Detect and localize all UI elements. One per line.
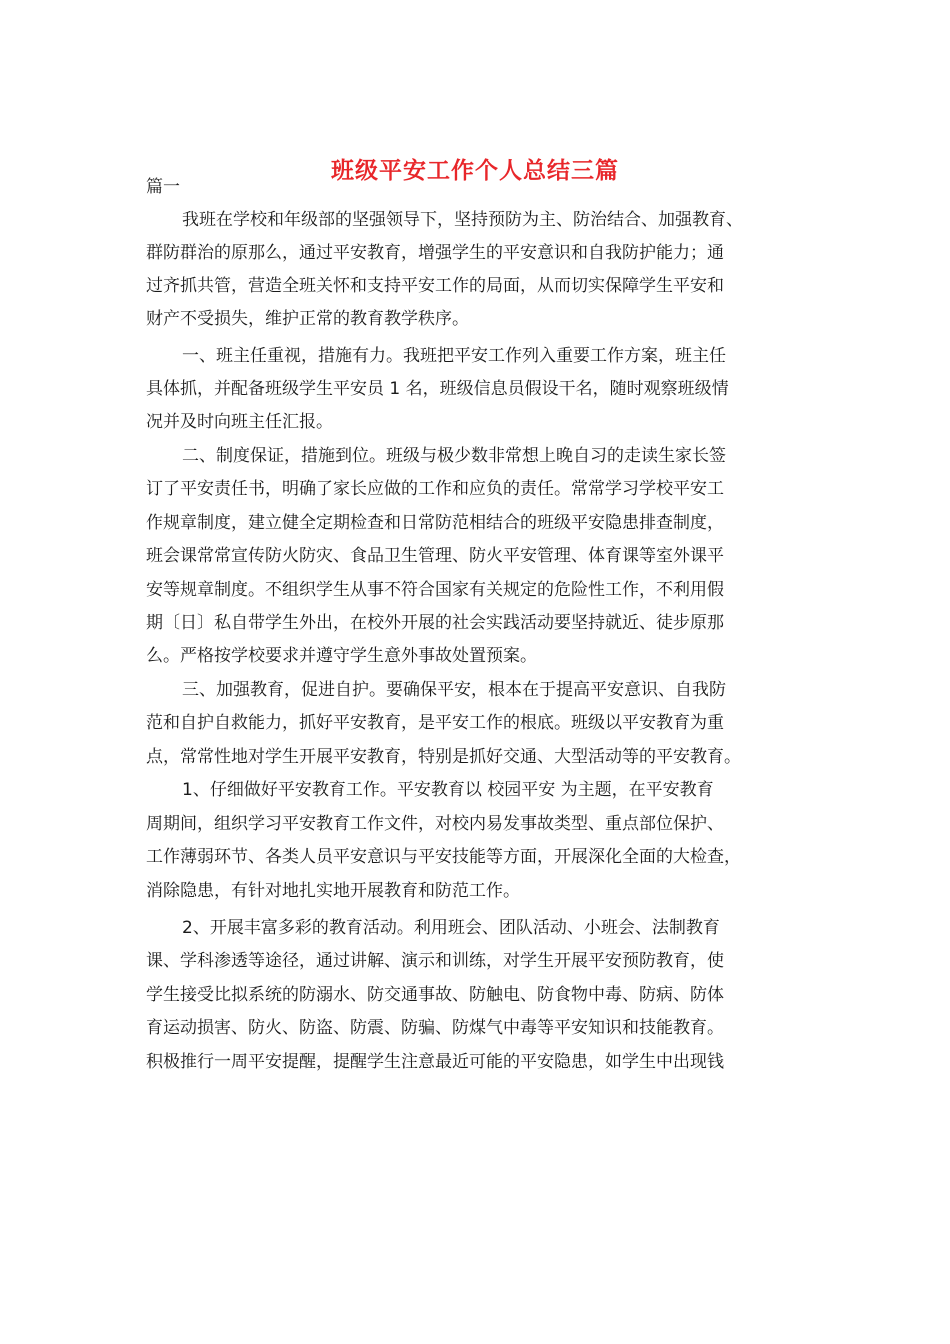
paragraph-line: 课、学科渗透等途径，通过讲解、演示和训练，对学生开展平安预防教育，使 [146, 951, 724, 971]
paragraph-line: 安等规章制度。不组织学生从事不符合国家有关规定的危险性工作，不利用假 [146, 580, 724, 600]
paragraph-line: 财产不受损失，维护正常的教育教学秩序。 [146, 309, 469, 329]
paragraph-line: 作规章制度，建立健全定期检查和日常防范相结合的班级平安隐患排查制度， [146, 513, 724, 533]
paragraph-line: 点，常常性地对学生开展平安教育，特别是抓好交通、大型活动等的平安教育。 [146, 747, 741, 767]
paragraph-line: 1、仔细做好平安教育工作。平安教育以 校园平安 为主题，在平安教育 [182, 780, 714, 800]
paragraph-line: 况并及时向班主任汇报。 [146, 412, 333, 432]
paragraph-line: 一、班主任重视，措施有力。我班把平安工作列入重要工作方案，班主任 [182, 346, 726, 366]
paragraph-line: 周期间，组织学习平安教育工作文件，对校内易发事故类型、重点部位保护、 [146, 814, 724, 834]
paragraph-line: 育运动损害、防火、防盗、防震、防骗、防煤气中毒等平安知识和技能教育。 [146, 1018, 724, 1038]
paragraph-line: 学生接受比拟系统的防溺水、防交通事故、防触电、防食物中毒、防病、防体 [146, 985, 724, 1005]
paragraph-line: 范和自护自救能力，抓好平安教育，是平安工作的根底。班级以平安教育为重 [146, 713, 724, 733]
paragraph-line: 消除隐患，有针对地扎实地开展教育和防范工作。 [146, 881, 520, 901]
paragraph-line: 期〔日〕私自带学生外出，在校外开展的社会实践活动要坚持就近、徒步原那 [146, 613, 724, 633]
paragraph-line: 么。严格按学校要求并遵守学生意外事故处置预案。 [146, 646, 537, 666]
document-title: 班级平安工作个人总结三篇 [331, 157, 619, 184]
paragraph-line: 订了平安责任书，明确了家长应做的工作和应负的责任。常常学习学校平安工 [146, 479, 724, 499]
paragraph-line: 积极推行一周平安提醒，提醒学生注意最近可能的平安隐患，如学生中出现钱 [146, 1052, 724, 1072]
paragraph-line: 群防群治的原那么，通过平安教育，增强学生的平安意识和自我防护能力；通 [146, 243, 724, 263]
paragraph-line: 二、制度保证，措施到位。班级与极少数非常想上晚自习的走读生家长签 [182, 446, 726, 466]
paragraph-line: 班会课常常宣传防火防灾、食品卫生管理、防火平安管理、体育课等室外课平 [146, 546, 724, 566]
paragraph-line: 过齐抓共管，营造全班关怀和支持平安工作的局面，从而切实保障学生平安和 [146, 276, 724, 296]
paragraph-line: 工作薄弱环节、各类人员平安意识与平安技能等方面，开展深化全面的大检查， [146, 847, 741, 867]
paragraph-line: 三、加强教育，促进自护。要确保平安，根本在于提高平安意识、自我防 [182, 680, 726, 700]
section-label: 篇一 [146, 177, 180, 197]
paragraph-line: 具体抓，并配备班级学生平安员 1 名，班级信息员假设干名，随时观察班级情 [146, 379, 729, 399]
paragraph-line: 2、开展丰富多彩的教育活动。利用班会、团队活动、小班会、法制教育 [182, 918, 720, 938]
paragraph-line: 我班在学校和年级部的坚强领导下，坚持预防为主、防治结合、加强教育、 [182, 210, 743, 230]
